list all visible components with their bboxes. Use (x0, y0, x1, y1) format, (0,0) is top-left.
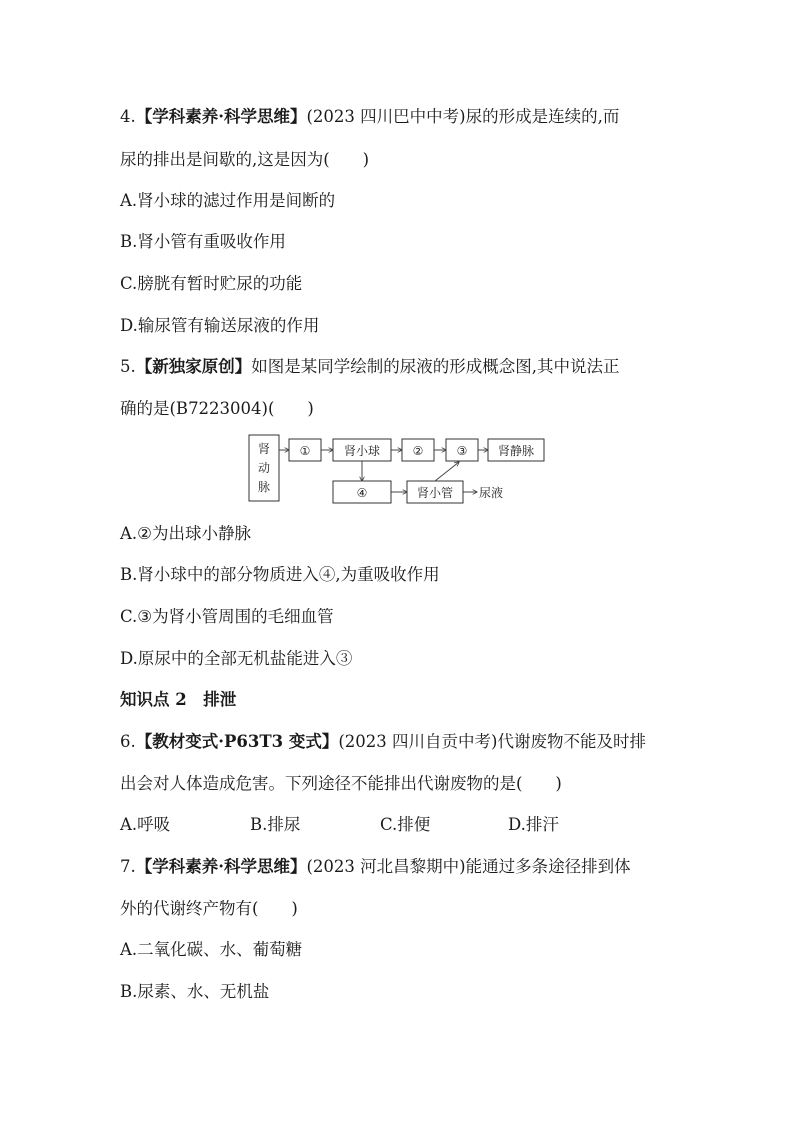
q4-number: 4. (120, 107, 136, 126)
label-renal-tubule: 肾小管 (416, 486, 454, 500)
label-circle-1: ① (299, 444, 311, 458)
label-glomerulus: 肾小球 (343, 444, 381, 458)
q4-option-b: B.肾小管有重吸收作用 (120, 232, 286, 251)
q5-option-d: D.原尿中的全部无机盐能进入③ (120, 649, 353, 668)
label-circle-4: ④ (356, 486, 368, 500)
label-circle-2: ② (412, 444, 424, 458)
q7-number: 7. (120, 857, 136, 876)
q5-stem-line1 (120, 356, 620, 378)
q5-option-a: A.②为出球小静脉 (120, 524, 251, 543)
q5-stem-text: 如图是某同学绘制的尿液的形成概念图,其中说法正 (251, 357, 620, 376)
label-circle-3: ③ (456, 444, 468, 458)
q5-option-c: C.③为肾小管周围的毛细血管 (120, 607, 334, 626)
label-renal-artery-1: 肾 (257, 442, 271, 456)
q4-tag: 【学科素养·科学思维】 (135, 107, 307, 126)
q4-option-a: A.肾小球的滤过作用是间断的 (120, 191, 336, 210)
q6-options (120, 814, 559, 836)
q5-tag: 【新独家原创】 (135, 357, 252, 376)
label-renal-artery-2: 动 (257, 461, 271, 475)
q7-stem-line1 (120, 856, 631, 878)
q4-stem-line1 (120, 106, 619, 128)
q6-stem-text: (2023 四川自贡中考)代谢废物不能及时排 (338, 732, 646, 751)
section-heading: 知识点 2 排泄 (120, 690, 237, 709)
q6-option-a: A.呼吸 (120, 815, 171, 834)
q5-option-b: B.肾小球中的部分物质进入④,为重吸收作用 (120, 565, 440, 584)
q5-stem-line2: 确的是(B7223004)( ) (120, 399, 314, 418)
label-renal-artery-3: 脉 (257, 480, 271, 494)
q6-number: 6. (120, 732, 136, 751)
q4-stem-line2: 尿的排出是间歇的,这是因为( ) (120, 150, 370, 169)
q6-option-b: B.排尿 (250, 815, 301, 834)
q7-tag: 【学科素养·科学思维】 (135, 857, 307, 876)
q7-option-b: B.尿素、水、无机盐 (120, 982, 270, 1001)
q7-option-a: A.二氧化碳、水、葡萄糖 (120, 940, 303, 959)
q6-tag: 【教材变式·P63T3 变式】 (135, 732, 339, 751)
q7-stem-line2: 外的代谢终产物有( ) (120, 899, 298, 918)
q4-option-c: C.膀胱有暂时贮尿的功能 (120, 274, 303, 293)
q4-option-d: D.输尿管有输送尿液的作用 (120, 316, 320, 335)
arrow-tubule-to-3 (435, 462, 459, 481)
urine-formation-diagram (247, 433, 547, 505)
q7-stem-text: (2023 河北昌黎期中)能通过多条途径排到体 (306, 857, 631, 876)
q6-option-c: C.排便 (380, 815, 431, 834)
q4-stem-text: (2023 四川巴中中考)尿的形成是连续的,而 (306, 107, 620, 126)
q6-option-d: D.排汗 (508, 815, 559, 834)
label-renal-vein: 肾静脉 (497, 444, 535, 458)
q6-stem-line1 (120, 731, 646, 753)
q5-number: 5. (120, 357, 136, 376)
label-urine: 尿液 (479, 486, 504, 500)
q6-stem-line2: 出会对人体造成危害。下列途径不能排出代谢废物的是( ) (120, 774, 562, 793)
